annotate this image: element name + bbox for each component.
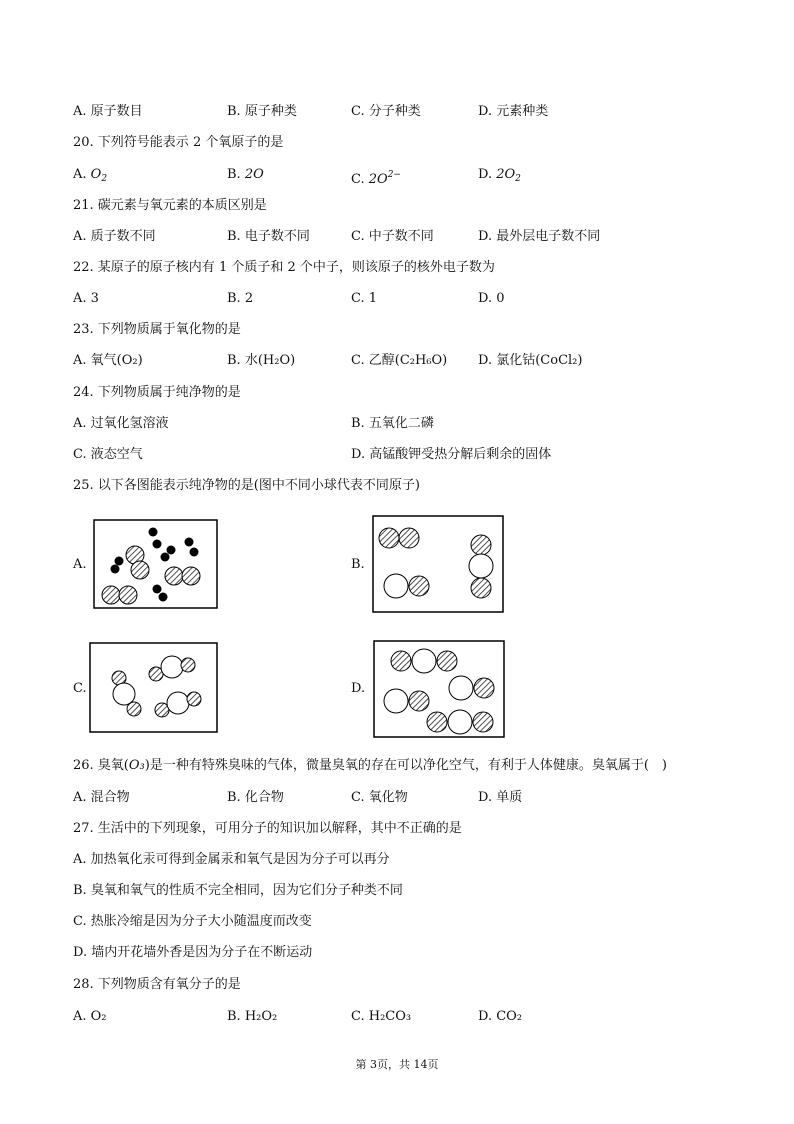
q23-option-c: C. 乙醇(C₂H₆O) [351, 353, 448, 368]
q24-stem: 24. 下列物质属于纯净物的是 [73, 385, 241, 400]
q21-option-a: A. 质子数不同 [73, 229, 156, 244]
q21-option-b: B. 电子数不同 [227, 229, 310, 244]
q24-option-d: D. 高锰酸钾受热分解后剩余的固体 [351, 447, 552, 462]
q25-figure-c [89, 642, 218, 733]
q28-option-d: D. CO₂ [478, 1009, 523, 1024]
q25-figure-b [372, 515, 504, 613]
q20-stem: 20. 下列符号能表示 2 个氧原子的是 [73, 135, 284, 150]
q23-option-d: D. 氯化钴(CoCl₂) [478, 353, 583, 368]
q25-label-a: A. [73, 557, 87, 572]
q25-figure-d [373, 640, 505, 738]
q19-option-b: B. 原子种类 [227, 104, 297, 119]
q20-option-b: B. 2O [227, 167, 264, 182]
q26-option-c: C. 氧化物 [351, 790, 408, 805]
q27-stem: 27. 生活中的下列现象，可用分子的知识加以解释，其中不正确的是 [73, 821, 462, 836]
page-footer: 第 3页，共 14页 [355, 1058, 439, 1071]
q25-label-c: C. [73, 681, 87, 696]
q25-stem: 25. 以下各图能表示纯净物的是(图中不同小球代表不同原子) [73, 478, 420, 493]
q28-stem: 28. 下列物质含有氧分子的是 [73, 977, 241, 992]
q28-option-b: B. H₂O₂ [227, 1009, 278, 1024]
q20-option-d: D. $2O_2$ [478, 167, 521, 184]
q26-option-d: D. 单质 [478, 790, 523, 805]
q24-option-c: C. 液态空气 [73, 447, 143, 462]
q25-label-b: B. [351, 557, 365, 572]
q23-option-a: A. 氧气(O₂) [73, 353, 143, 368]
q22-option-d: D. 0 [478, 291, 505, 306]
q27-option-b: B. 臭氧和氧气的性质不完全相同，因为它们分子种类不同 [73, 883, 403, 898]
q19-option-a: A. 原子数目 [73, 104, 143, 119]
q21-stem: 21. 碳元素与氧元素的本质区别是 [73, 198, 267, 213]
q25-figure-a [93, 519, 218, 609]
q22-option-a: A. 3 [73, 291, 99, 306]
q27-option-c: C. 热胀冷缩是因为分子大小随温度而改变 [73, 914, 312, 929]
q20-option-c: C. $2O^{2-}$ [351, 170, 401, 187]
q24-option-b: B. 五氧化二磷 [351, 416, 434, 431]
q28-option-c: C. H₂CO₃ [351, 1009, 412, 1024]
q19-option-d: D. 元素种类 [478, 104, 549, 119]
q19-option-c: C. 分子种类 [351, 104, 421, 119]
q26-option-b: B. 化合物 [227, 790, 284, 805]
q25-label-d: D. [351, 681, 366, 696]
q22-option-c: C. 1 [351, 291, 378, 306]
q23-option-b: B. 水(H₂O) [227, 353, 296, 368]
q21-option-d: D. 最外层电子数不同 [478, 229, 601, 244]
q27-option-d: D. 墙内开花墙外香是因为分子在不断运动 [73, 945, 313, 960]
q26-option-a: A. 混合物 [73, 790, 130, 805]
q26-stem: 26. 臭氧(O₃)是一种有特殊臭味的气体，微量臭氧的存在可以净化空气，有利于人体健康。臭氧属于( ) [73, 758, 667, 773]
q22-stem: 22. 某原子的原子核内有 1 个质子和 2 个中子，则该原子的核外电子数为 [73, 260, 495, 275]
q27-option-a: A. 加热氧化汞可得到金属汞和氧气是因为分子可以再分 [73, 852, 390, 867]
q20-option-a: A. $O_2$ [73, 167, 108, 184]
q23-stem: 23. 下列物质属于氧化物的是 [73, 322, 241, 337]
q28-option-a: A. O₂ [73, 1009, 107, 1024]
q22-option-b: B. 2 [227, 291, 254, 306]
q21-option-c: C. 中子数不同 [351, 229, 434, 244]
q24-option-a: A. 过氧化氢溶液 [73, 416, 169, 431]
